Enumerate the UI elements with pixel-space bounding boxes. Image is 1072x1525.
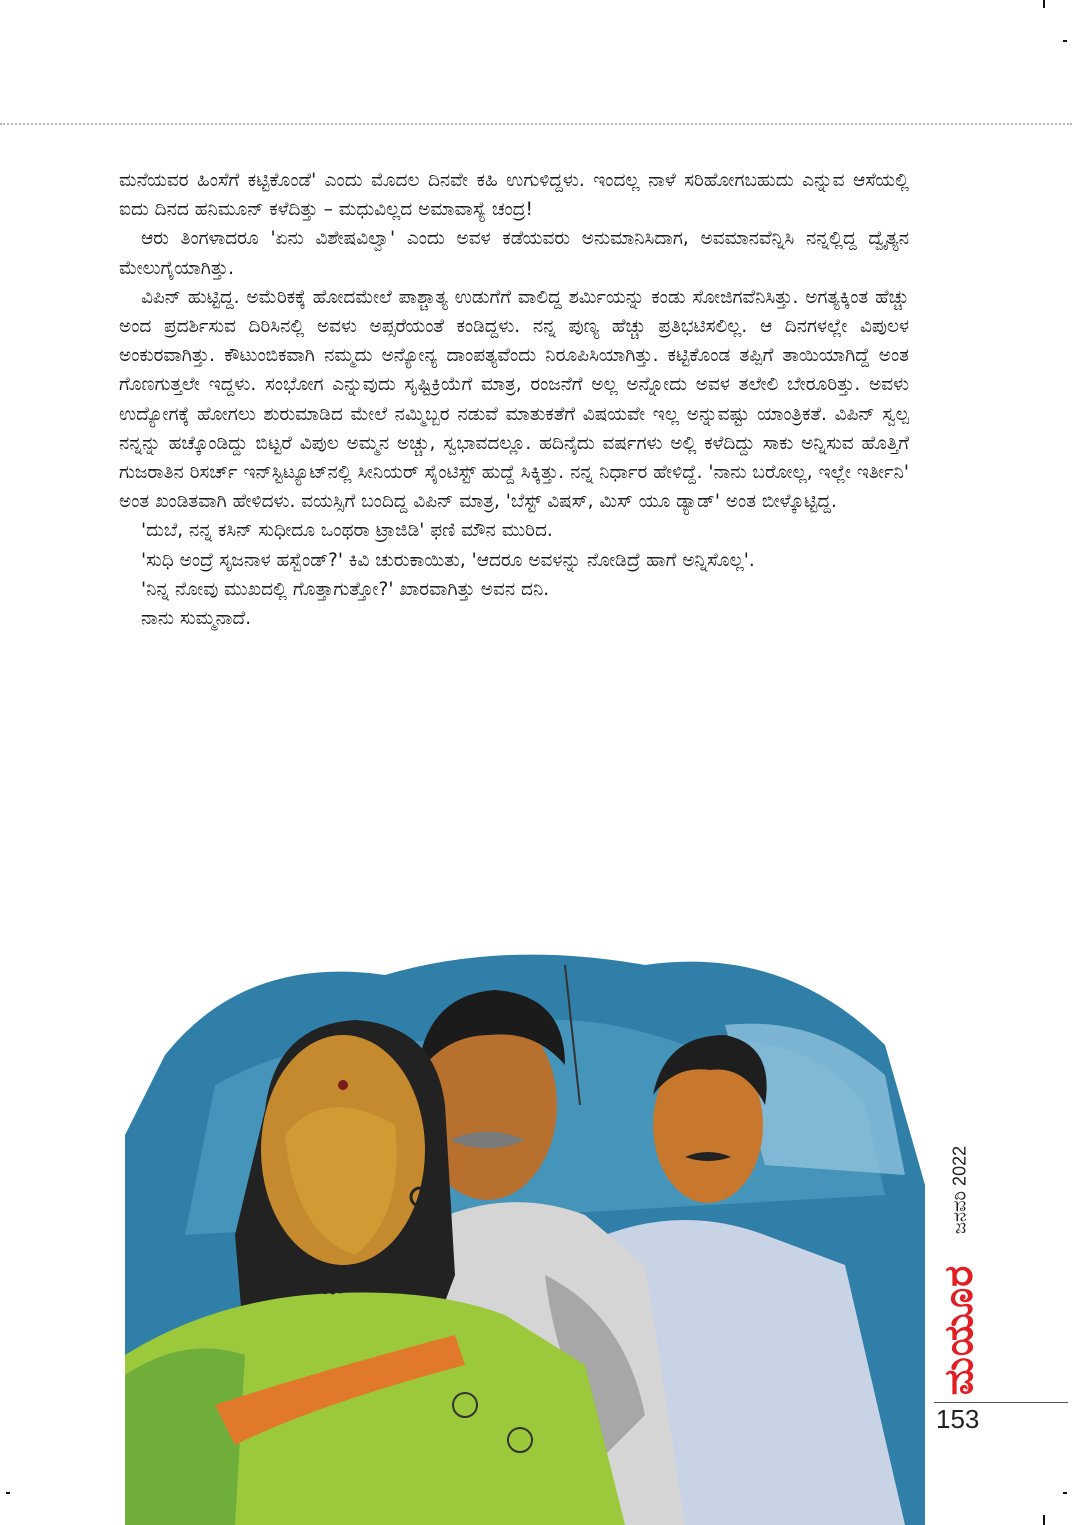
story-paragraph-6: 'ನಿನ್ನ ನೋವು ಮುಖದಲ್ಲಿ ಗೊತ್ತಾಗುತ್ತೋ?' ಖಾರವಾಗಿತ್ತು ಅವನ ದನಿ. <box>141 578 550 600</box>
story-paragraph-3: ವಿಪಿನ್ ಹುಟ್ಟಿದ್ದ. ಅಮೆರಿಕಕ್ಕೆ ಹೋದಮೇಲೆ ಪಾಶ್ಚಾತ್ಯ ಉಡುಗೆಗೆ ವಾಲಿದ್ದ ಶರ್ಮಿಯನ್ನು ಕಂಡು ಸೋಜಿಗವೆನಿಸಿತ್ತು. ಅಗತ್ಯಕ್ಕಿಂತ ಹೆಚ್ಚು ಅಂದ ಪ್ರದರ್ಶಿಸುವ ದಿರಿಸಿನಲ್ಲಿ ಅವಳು ಅಪ್ಸರೆಯಂತೆ ಕಂಡಿದ್ದಳು. ನನ್ನ ಪುಣ್ಯ ಹೆಚ್ಚು ಪ್ರತಿಭಟಿಸಲಿಲ್ಲ. ಆ ದಿನಗಳಲ್ಲೇ ವಿಪುಲಳ ಅಂಕುರವಾಗಿತ್ತು. ಕೌಟುಂಬಿಕವಾಗಿ ನಮ್ಮದು ಅನ್ಯೋನ್ಯ ದಾಂಪತ್ಯವೆಂದು ನಿರೂಪಿಸಿಯಾಗಿತ್ತು. ಕಟ್ಟಿಕೊಂಡ ತಪ್ಪಿಗೆ ತಾಯಿಯಾಗಿದ್ದೆ ಅಂತ ಗೊಣಗುತ್ತಲೇ ಇದ್ದಳು. ಸಂಭೋಗ ಎನ್ನುವುದು ಸೃಷ್ಟಿಕ್ರಿಯೆಗೆ ಮಾತ್ರ, ರಂಜನೆಗೆ ಅಲ್ಲ ಅನ್ನೋದು ಅವಳ ತಲೇಲಿ ಬೇರೂರಿತ್ತು. ಅವಳು ಉದ್ಯೋಗಕ್ಕೆ ಹೋಗಲು ಶುರುಮಾಡಿದ ಮೇಲೆ ನಮ್ಮಿಬ್ಬರ ನಡುವೆ ಮಾತುಕತೆಗೆ ವಿಷಯವೇ ಇಲ್ಲ ಅನ್ನುವಷ್ಟು ಯಾಂತ್ರಿಕತೆ. ವಿಪಿನ್ ಸ್ವಲ್ಪ ನನ್ನನ್ನು ಹಚ್ಕೊಂಡಿದ್ದು ಬಿಟ್ಟರೆ ವಿಪುಲ ಅಮ್ಮನ ಅಚ್ಚು, ಸ್ವಭಾವದಲ್ಲೂ. ಹದಿನೈದು ವರ್ಷಗಳು ಅಲ್ಲಿ ಕಳೆದಿದ್ದು ಸಾಕು ಅನ್ನಿಸುವ ಹೊತ್ತಿಗೆ ಗುಜರಾತಿನ ರಿಸರ್ಚ್ ಇನ್‌ಸ್ಟಿಟ್ಯೂಟ್‌ನಲ್ಲಿ ಸೀನಿಯರ್ ಸೈಂಟಿಸ್ಟ್ ಹುದ್ದೆ ಸಿಕ್ಕಿತ್ತು. ನನ್ನ ನಿರ್ಧಾರ ಹೇಳಿದ್ದೆ. 'ನಾನು ಬರೋಲ್ಲ, ಇಲ್ಲೇ ಇರ್ತೀನಿ' ಅಂತ ಖಂಡಿತವಾಗಿ ಹೇಳಿದಳು. ವಯಸ್ಸಿಗೆ ಬಂದಿದ್ದ ವಿಪಿನ್ ಮಾತ್ರ, 'ಬೆಸ್ಟ್ ವಿಷಸ್, ಮಿಸ್ ಯೂ ಡ್ಯಾಡ್' ಅಂತ ಬೀಳ್ಕೊಟ್ಟಿದ್ದ. <box>119 286 909 513</box>
magazine-logo-text: ಮಯೂರ <box>936 1264 982 1396</box>
header-dotted-rule <box>0 123 1072 125</box>
crop-mark-bottom-right <box>1063 1492 1067 1494</box>
crop-mark-bottom-left <box>6 1492 10 1494</box>
folio-rule <box>934 1402 1068 1403</box>
issue-date-text: ಜನವರಿ 2022 <box>949 1145 970 1235</box>
story-paragraph-4: 'ದುಬೆ, ನನ್ನ ಕಸಿನ್ ಸುಧೀದೂ ಒಂಥರಾ ಟ್ರಾಜಿಡಿ' ಫಣಿ ಮೌನ ಮುರಿದ. <box>141 520 553 542</box>
story-paragraph-2: ಆರು ತಿಂಗಳಾದರೂ 'ಏನು ವಿಶೇಷವಿಲ್ವಾ' ಎಂದು ಅವಳ ಕಡೆಯವರು ಅನುಮಾನಿಸಿದಾಗ, ಅವಮಾನವೆನ್ನಿಸಿ ನನ್ನಲ್ಲಿದ್ದ ದ್ವೈತ್ಯನ ಮೇಲುಗೈಯಾಗಿತ್ತು. <box>119 228 909 279</box>
story-paragraph-1: ಮನೆಯವರ ಹಿಂಸೆಗೆ ಕಟ್ಟಿಕೊಂಡೆ' ಎಂದು ಮೊದಲ ದಿನವೇ ಕಹಿ ಉಗುಳಿದ್ದಳು. ಇಂದಲ್ಲ ನಾಳೆ ಸರಿಹೋಗಬಹುದು ಎನ್ನುವ ಆಸೆಯಲ್ಲಿ ಐದು ದಿನದ ಹನಿಮೂನ್ ಕಳೆದಿತ್ತು – ಮಧುವಿಲ್ಲದ ಅಮಾವಾಸ್ಯೆ ಚಂದ್ರ! <box>119 170 909 221</box>
story-text <box>119 166 909 916</box>
crop-mark-top-right <box>1063 40 1067 42</box>
crop-mark-bottom <box>1043 1515 1045 1525</box>
three-people-illustration <box>125 935 925 1525</box>
crop-mark-top <box>1043 0 1045 8</box>
story-paragraph-5: 'ಸುಧಿ ಅಂದ್ರೆ ಸೃಜನಾಳ ಹಸ್ಬೆಂಡ್?' ಕಿವಿ ಚುರುಕಾಯಿತು, 'ಆದರೂ ಅವಳನ್ನು ನೋಡಿದ್ರೆ ಹಾಗೆ ಅನ್ನಿಸೊಲ್ಲ'. <box>141 549 755 571</box>
magazine-logo <box>924 1250 994 1410</box>
page-number: 153 <box>936 1404 980 1434</box>
issue-date <box>950 1140 970 1240</box>
woman-bindi <box>338 1080 348 1090</box>
story-paragraph-7: ನಾನು ಸುಮ್ಮನಾದೆ. <box>141 608 252 630</box>
story-illustration <box>125 935 925 1525</box>
woman-blouse <box>125 1348 245 1525</box>
